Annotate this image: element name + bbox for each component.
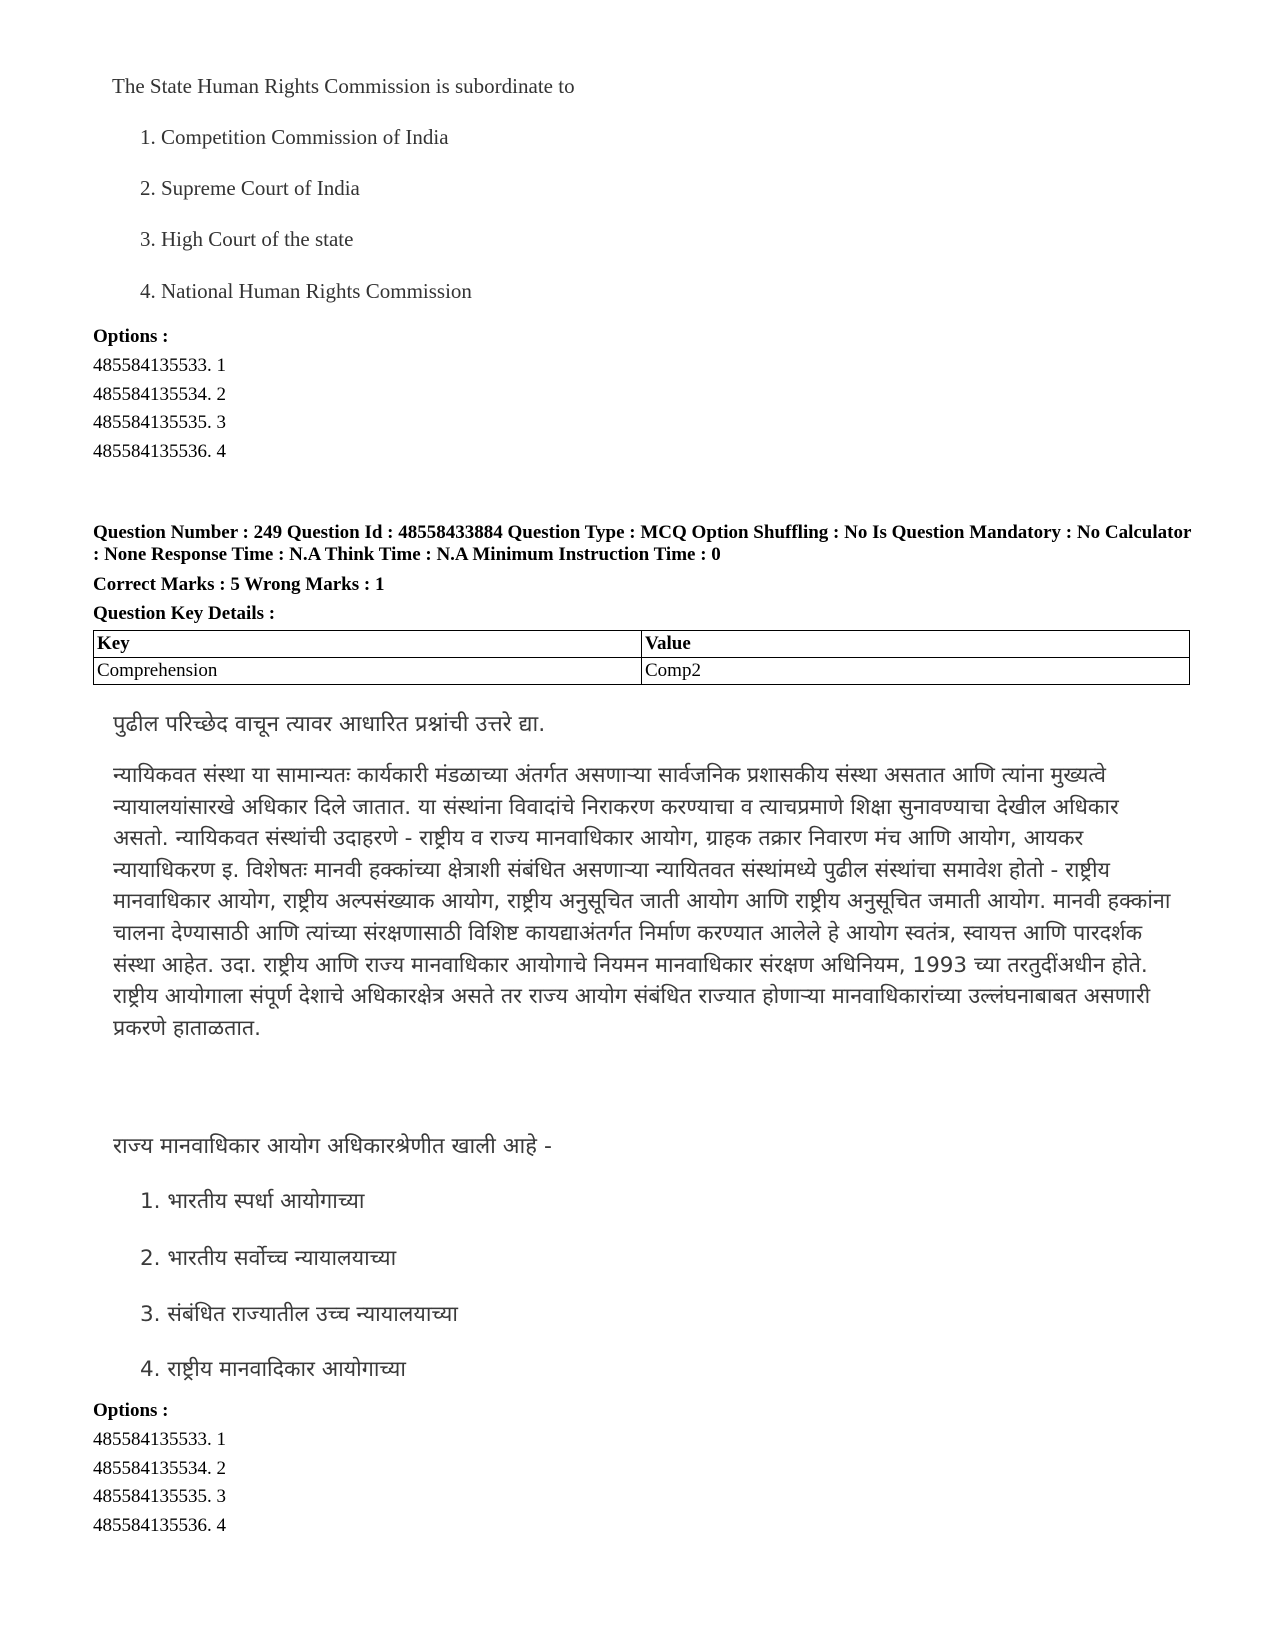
table-row (94, 658, 1190, 685)
table-header-value: Value (642, 631, 1190, 658)
table-cell-value: Comp2 (642, 658, 1190, 685)
key-details-table (93, 630, 1190, 685)
option-id: 485584135534. 2 (93, 383, 226, 405)
option-id: 485584135534. 2 (93, 1457, 226, 1479)
question-text-marathi: राज्य मानवाधिकार आयोग अधिकारश्रेणीत खाली आहे - (113, 1134, 552, 1159)
options-list (93, 352, 226, 466)
table-header-row (94, 631, 1190, 658)
table-cell-key: Comprehension (94, 658, 642, 685)
question-meta: Question Number : 249 Question Id : 48558433884 Question Type : MCQ Option Shuffling : No Is Question Mandatory : No Calculator : None Response Time : N.A Think Time : N.A Minimum Instruction Time : 0 (93, 522, 1192, 565)
marks-line: Correct Marks : 5 Wrong Marks : 1 (93, 574, 385, 595)
options-list (93, 1426, 226, 1540)
question-option: 1. भारतीय स्पर्धा आयोगाच्या (140, 1189, 365, 1214)
question-option: 2. Supreme Court of India (140, 176, 360, 200)
comprehension-paragraph: न्यायिकवत संस्था या सामान्यतः कार्यकारी मंडळाच्या अंतर्गत असणाऱ्या सार्वजनिक प्रशासकीय संस्था असतात आणि त्यांना मुख्यत्वे न्यायालयांसारखे अधिकार दिले जातात. या संस्थांना विवादांचे निराकरण करण्याचा व त्याचप्रमाणे शिक्षा सुनावण्याचा देखील अधिकार असतो. न्यायिकवत संस्थांची उदाहरणे - राष्ट्रीय व राज्य मानवाधिकार आयोग, ग्राहक तक्रार निवारण मंच आणि आयोग, आयकर न्यायाधिकरण इ. विशेषतः मानवी हक्कांच्या क्षेत्राशी संबंधित असणाऱ्या न्यायितवत संस्थांमध्ये पुढील संस्थांचा समावेश होतो - राष्ट्रीय मानवाधिकार आयोग, राष्ट्रीय अल्पसंख्याक आयोग, राष्ट्रीय अनुसूचित जाती आयोग आणि राष्ट्रीय अनुसूचित जमाती आयोग. मानवी हक्कांना चालना देण्यासाठी आणि त्यांच्या संरक्षणासाठी विशिष्ट कायद्याअंतर्गत निर्माण करण्यात आलेले हे आयोग स्वतंत्र, स्वायत्त आणि पारदर्शक संस्था आहेत. उदा. राष्ट्रीय आणि राज्य मानवाधिकार आयोगाचे नियमन मानवाधिकार संरक्षण अधिनियम, 1993 च्या तरतुदींअधीन होते. राष्ट्रीय आयोगाला संपूर्ण देशाचे अधिकारक्षेत्र असते तर राज्य आयोग संबंधित राज्यात होणाऱ्या मानवाधिकारांच्या उल्लंघनाबाबत असणारी प्रकरणे हाताळतात. (113, 763, 1171, 1041)
question-option: 4. राष्ट्रीय मानवादिकार आयोगाच्या (140, 1357, 406, 1382)
question-option: 2. भारतीय सर्वोच्च न्यायालयाच्या (140, 1246, 397, 1271)
options-label: Options : (93, 1400, 169, 1421)
table-header-key: Key (94, 631, 642, 658)
option-id: 485584135535. 3 (93, 412, 226, 433)
option-id: 485584135536. 4 (93, 440, 226, 462)
question-option: 3. High Court of the state (140, 227, 354, 251)
option-id: 485584135536. 4 (93, 1514, 226, 1536)
question-option: 3. संबंधित राज्यातील उच्च न्यायालयाच्या (140, 1302, 458, 1327)
option-id: 485584135533. 1 (93, 1429, 226, 1450)
question-option: 1. Competition Commission of India (140, 125, 449, 149)
key-details-label: Question Key Details : (93, 603, 276, 624)
option-id: 485584135533. 1 (93, 355, 226, 376)
question-option: 4. National Human Rights Commission (140, 279, 472, 303)
options-label: Options : (93, 326, 169, 347)
option-id: 485584135535. 3 (93, 1486, 226, 1507)
question-text: The State Human Rights Commission is subordinate to (112, 74, 575, 98)
comprehension-instruction: पुढील परिच्छेद वाचून त्यावर आधारित प्रश्नांची उत्तरे द्या. (113, 712, 546, 737)
